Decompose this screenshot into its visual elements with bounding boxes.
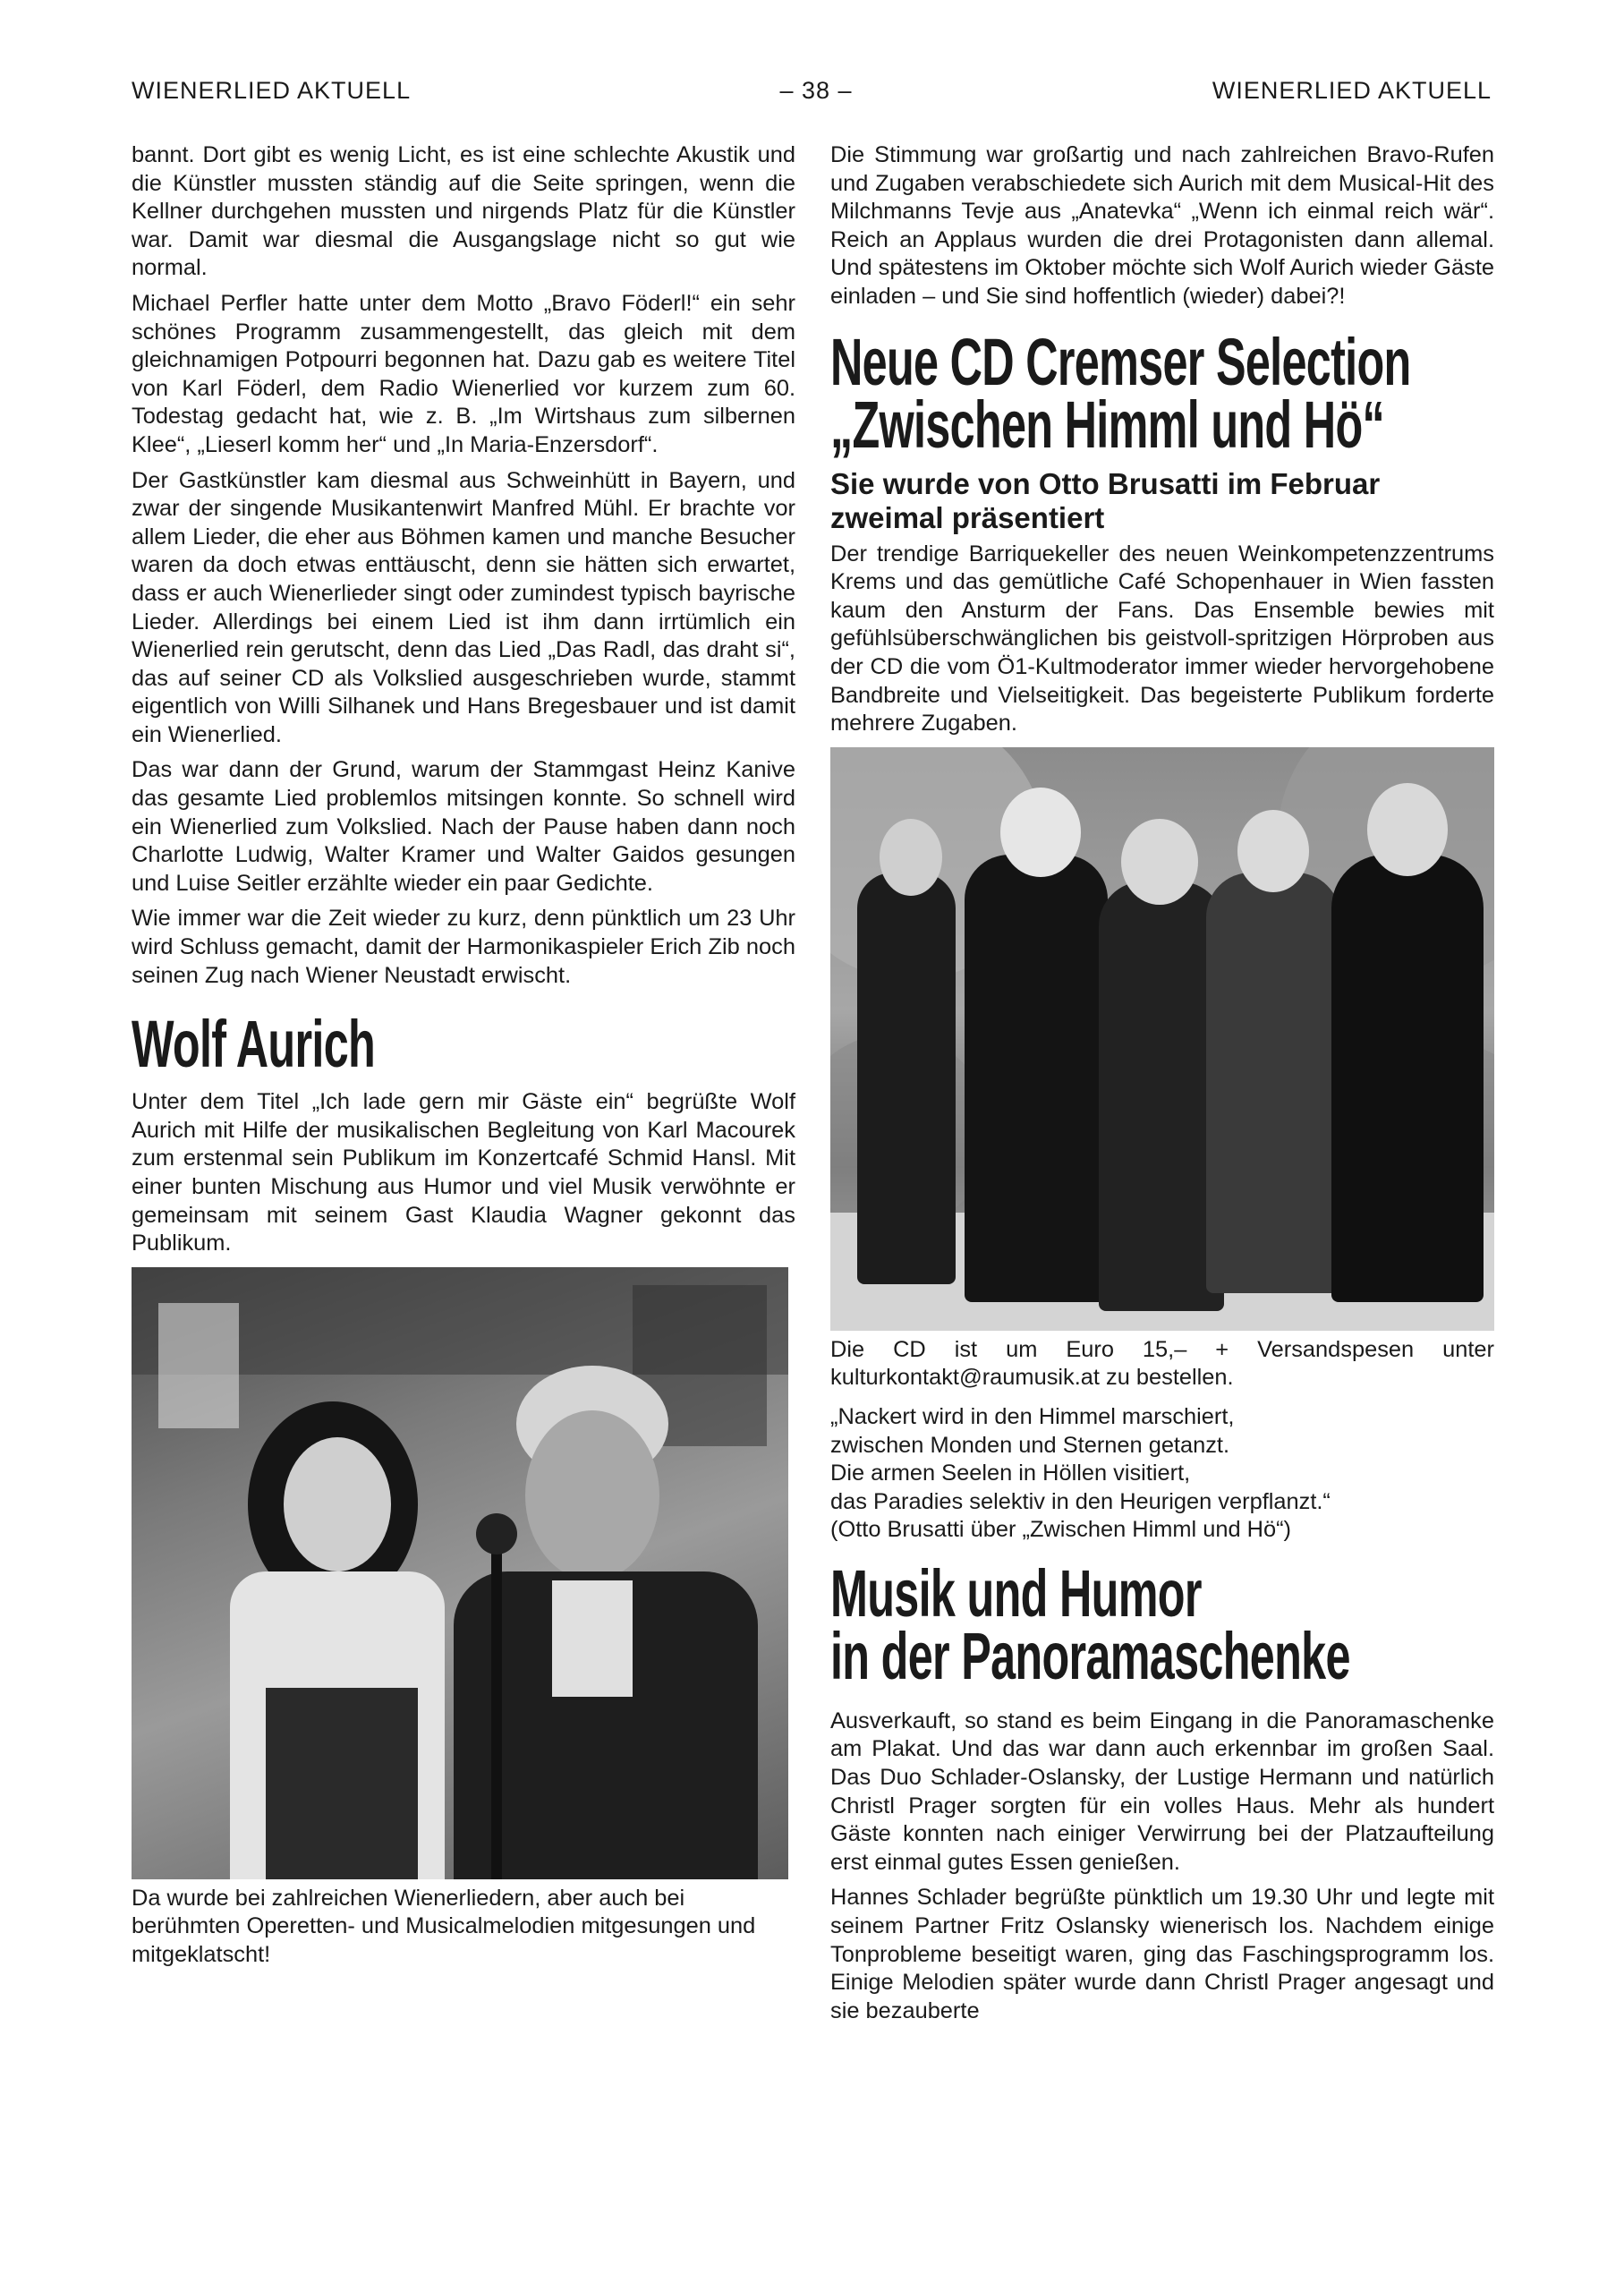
headline-neue-cd-line1: Neue CD Cremser Selection xyxy=(830,324,1411,399)
article-paragraph: Der Gastkünstler kam diesmal aus Schweinhütt in Bayern, und zwar der singende Musikantenwirt Manfred Mühl. Er brachte vor allem Lieder, die eher aus Böhmen kamen und manche Besucher waren da doch etwas enttäuscht, denn sie hätten sich erwartet, dass er auch Wienerlieder singt oder zumindest typisch bayrische Lieder. Allerdings bei einem Lied ist ihm dann irrtümlich ein Wienerlied rein gerutscht, denn das Lied „Das Radl, das draht si“, das auf seiner CD als Volkslied ausgeschrieben wurde, stammt eigentlich von Willi Silhanek und Hans Bregesbauer und ist damit ein Wienerlied. xyxy=(132,467,795,747)
subheadline-brusatti: Sie wurde von Otto Brusatti im Februar zweimal präsentiert xyxy=(830,466,1381,534)
article-paragraph: bannt. Dort gibt es wenig Licht, es ist eine schlechte Akustik und die Künstler mussten ständig auf die Seite springen, wenn die Kellner durchgehen mussten und nirgends Platz für die Künstler war. Damit war diesmal die Ausgangslage nicht so gut wie normal. xyxy=(132,142,795,281)
right-column xyxy=(830,141,1494,2032)
header-left-title: WIENERLIED AKTUELL xyxy=(132,77,412,104)
headline-neue-cd-line2: „Zwischen Himml und Hö“ xyxy=(830,387,1384,462)
quote-line: Die armen Seelen in Höllen visitiert, xyxy=(830,1461,1191,1486)
photo-wolf-aurich-klaudia-wagner xyxy=(132,1267,788,1879)
quote-line: zwischen Monden und Sternen getanzt. xyxy=(830,1432,1230,1458)
page-header xyxy=(132,77,1492,116)
left-column xyxy=(132,141,795,1970)
article-paragraph: Wie immer war die Zeit wieder zu kurz, denn pünktlich um 23 Uhr wird Schluss gemacht, damit der Harmonikaspieler Erich Zib noch seinen Zug nach Wiener Neustadt erwischt. xyxy=(132,906,795,988)
headline-wolf-aurich: Wolf Aurich xyxy=(132,1007,376,1082)
quote-block xyxy=(830,1403,1494,1545)
article-paragraph: Unter dem Titel „Ich lade gern mir Gäste ein“ begrüßte Wolf Aurich mit Hilfe der musikalischen Begleitung von Karl Macourek zum erstenmal sein Publikum im Konzertcafé Schmid Hansl. Mit einer bunten Mischung aus Humor und viel Musik verwöhnte er gemeinsam mit seinem Gast Klaudia Wagner gekonnt das Publikum. xyxy=(132,1089,795,1256)
quote-attribution: (Otto Brusatti über „Zwischen Himml und Hö“) xyxy=(830,1517,1292,1543)
article-paragraph: Die Stimmung war großartig und nach zahlreichen Bravo-Rufen und Zugaben verabschiedete sich Aurich mit dem Musical-Hit des Milchmanns Tevje aus „Anatevka“ „Wenn ich einmal reich wär“. Reich an Applaus wurden die drei Protagonisten dann allemal. Und spätestens im Oktober möchte sich Wolf Aurich wieder Gäste einladen – und Sie sind hoffentlich (wieder) dabei?! xyxy=(830,142,1494,309)
article-paragraph: Hannes Schlader begrüßte pünktlich um 19.30 Uhr und legte mit seinem Partner Fritz Oslansky wienerisch los. Nachdem einige Tonprobleme beseitigt waren, ging das Faschingsprogramm los. Einige Melodien später wurde dann Christl Prager angesagt und sie bezauberte xyxy=(830,1885,1494,2023)
headline-musik-humor-line2: in der Panoramaschenke xyxy=(830,1618,1350,1693)
article-paragraph: Die CD ist um Euro 15,– + Versandspesen unter kulturkontakt@raumusik.at zu bestellen. xyxy=(830,1336,1494,1391)
quote-line: „Nackert wird in den Himmel marschiert, xyxy=(830,1403,1235,1429)
photo-cremser-selection-ensemble xyxy=(830,747,1494,1331)
article-paragraph: Ausverkauft, so stand es beim Eingang in die Panoramaschenke am Plakat. Und das war dann auch erkennbar im großen Saal. Das Duo Schlader-Oslansky, der Lustige Hermann und natürlich Christl Prager sorgten für ein volles Haus. Mehr als hundert Gäste konnten nach einiger Verwirrung bei der Platzaufteilung erst einmal gutes Essen genießen. xyxy=(830,1708,1494,1875)
article-paragraph: Der trendige Barriquekeller des neuen Weinkompetenzzentrums Krems und das gemütliche Café Schopenhauer in Wien fassten kaum den Ansturm der Fans. Das Ensemble bewies mit gefühlsüberschwänglichen bis geistvoll-spritzigen Hörproben aus der CD die vom Ö1-Kultmoderator immer wieder hervorgehobene Bandbreite und Vielseitigkeit. Das begeisterte Publikum forderte mehrere Zugaben. xyxy=(830,541,1494,737)
photo-caption: Da wurde bei zahlreichen Wienerliedern, aber auch bei berühmten Operetten- und Musicalmelodien mitgesungen und mitgeklatscht! xyxy=(132,1885,756,1967)
article-paragraph: Das war dann der Grund, warum der Stammgast Heinz Kanive das gesamte Lied problemlos mitsingen konnte. So schnell wird ein Wienerlied zum Volkslied. Nach der Pause haben dann noch Charlotte Ludwig, Walter Kramer und Walter Gaidos gesungen und Luise Seitler erzählte wieder ein paar Gedichte. xyxy=(132,757,795,896)
quote-line: das Paradies selektiv in den Heurigen verpflanzt.“ xyxy=(830,1488,1331,1514)
page-number: – 38 – xyxy=(779,77,853,104)
headline-musik-humor-line1: Musik und Humor xyxy=(830,1555,1202,1631)
header-right-title: WIENERLIED AKTUELL xyxy=(1212,77,1492,104)
article-paragraph: Michael Perfler hatte unter dem Motto „Bravo Föderl!“ ein sehr schönes Programm zusammengestellt, das gleich mit dem gleichnamigen Potpourri begonnen hat. Dazu gab es weitere Titel von Karl Föderl, dem Radio Wienerlied vor kurzem zum 60. Todestag gedacht hat, wie z. B. „Im Wirtshaus zum silbernen Klee“, „Lieserl komm her“ und „In Maria-Enzersdorf“. xyxy=(132,290,795,457)
